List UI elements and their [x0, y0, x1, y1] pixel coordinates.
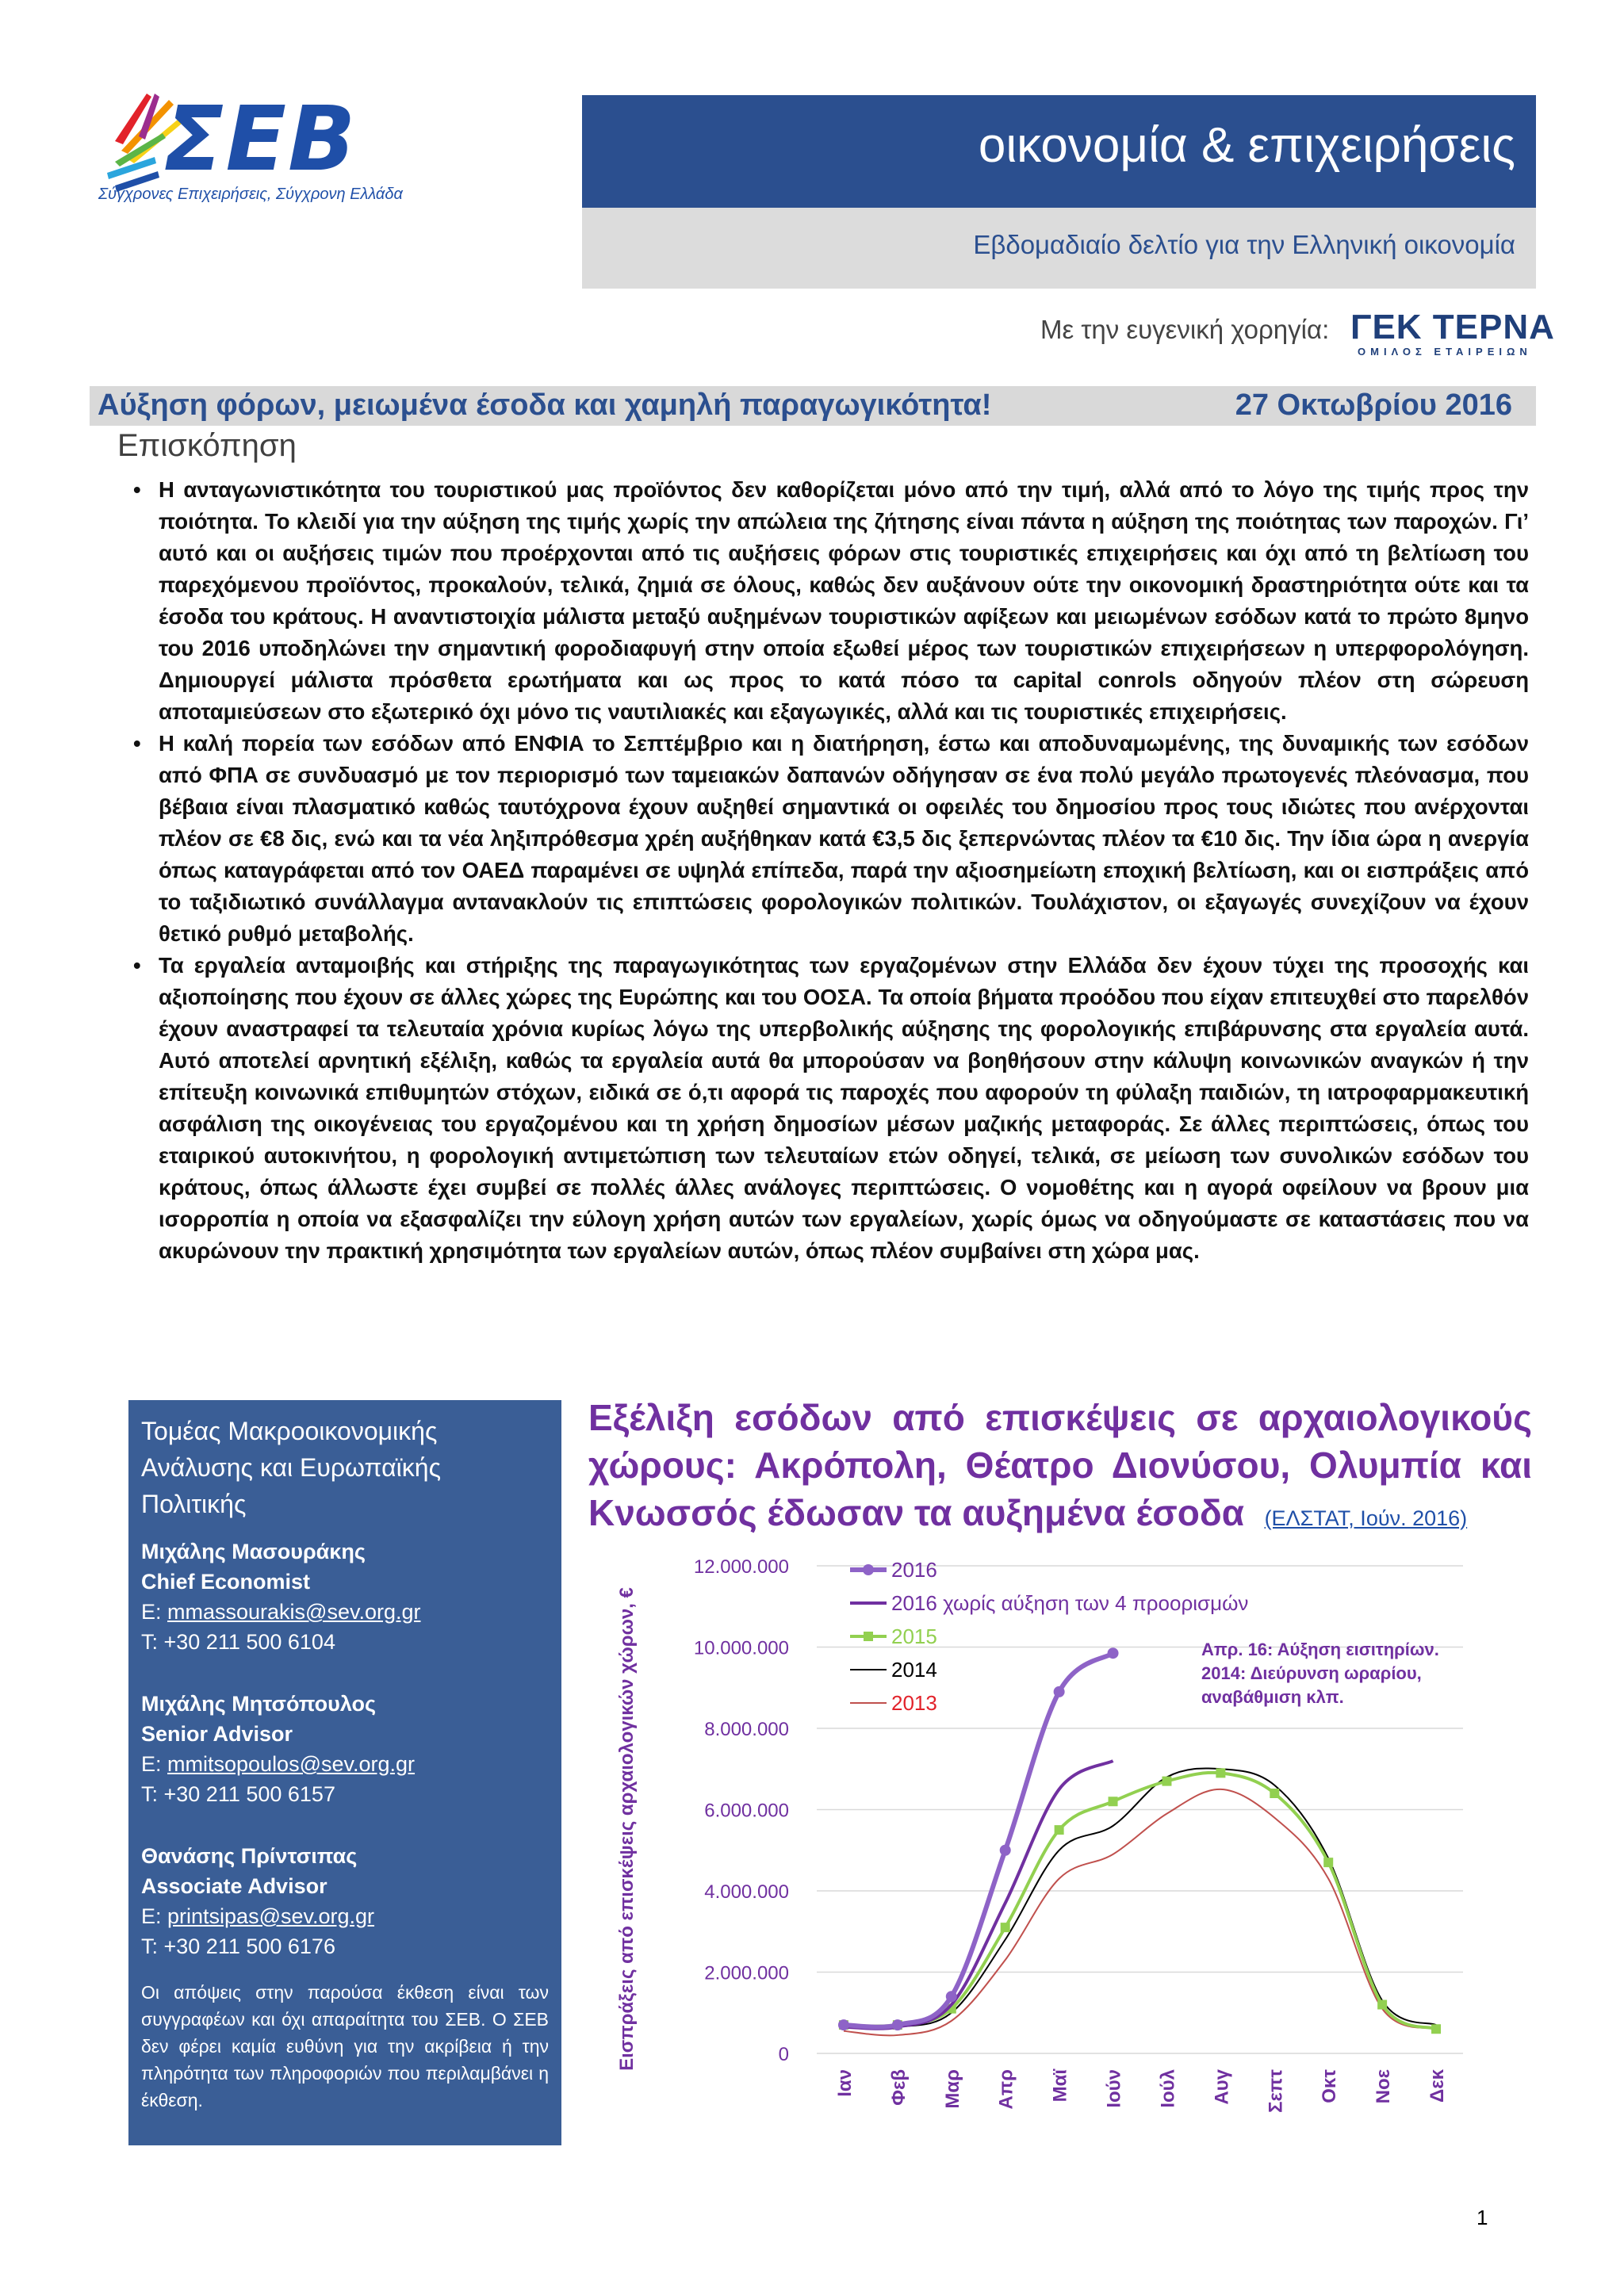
data-point: [838, 2019, 849, 2030]
contact-email-link[interactable]: mmitsopoulos@sev.org.gr: [167, 1752, 416, 1776]
bullet-text: Η ανταγωνιστικότητα του τουριστικού μας προϊόντος δεν καθορίζεται μόνο από την τιμή, αλλά από το λόγο της τιμής προς την ποιότητα. Το κλειδί για την αύξηση της τιμής χωρίς την απώλεια της ζήτησης είναι πάντα η αύξηση της ποιότητας των παροχών. Γι’ αυτό και οι αυξήσεις τιμών που προέρχονται από τις αυξήσεις φόρων στις τουριστικές επιχειρήσεις και όχι από τη βελτίωση του παρεχόμενου προϊόντος, προκαλούν, τελικά, ζημιά σε όλους, καθώς δεν αυξάνουν ούτε την οικονομική δραστηριότητα ούτε και τα έσοδα του κράτους. Η αναντιστοιχία μάλιστα μεταξύ αυξημένων τουριστικών αφίξεων και μειωμένων εσόδων κατά το πρώτο 8μηνο του 2016 υποδηλώνει την σημαντική φοροδιαφυγή στην οποία εξωθεί μέρος των τουριστικών επιχειρήσεων η υπερφορολόγηση. Δημιουργεί μάλιστα πρόσθετα ερωτήματα και ως προς το κατά πόσο τα capital conrols οδηγούν πλέον στη σώρευση αποταμιεύσεων στο εξωτερικό όχι μόνο τις ναυτιλιακές και εξαγωγικές, αλλά και τις τουριστικές επιχειρήσεις.: [159, 477, 1529, 724]
bullet-icon: •: [133, 477, 141, 502]
bullet-text: Η καλή πορεία των εσόδων από ΕΝΦΙΑ το Σεπτέμβριο και η διατήρηση, έστω και αποδυναμωμένης, της δυναμικής των εσόδων από ΦΠΑ σε συνδυασμό με τον περιορισμό των ταμειακών δαπανών οδήγησαν σε ένα πολύ μεγάλο πρωτογενές πλεόνασμα, που βέβαια είναι πλασματικό καθώς ταυτόχρονα έχουν αυξηθεί σημαντικά οι οφειλές του δημοσίου προς τους ιδιώτες που ανέρχονται πλέον σε €8 δις, ενώ και τα νέα ληξιπρόθεσμα χρέη αυξήθηκαν κατά €3,5 δις ξεπερνώντας πλέον τα €10 δις. Την ίδια ώρα η ανεργία όπως καταγράφεται από τον ΟΑΕΔ παραμένει σε υψηλά επίπεδα, παρά την αξιοσημείωτη εποχική βελτίωση, και οι εισπράξεις από το ταξιδιωτικό συνάλλαγμα αντανακλούν τις επιπτώσεις φορολογικών πολιτικών. Τουλάχιστον, οι εξαγωγές συνεχίζουν να έχουν θετικό ρυθμό μεταβολής.: [159, 731, 1529, 946]
contact-phone: T: +30 211 500 6157: [141, 1782, 335, 1806]
x-tick-label: Ιαν: [833, 2069, 856, 2097]
revenue-line-chart: [587, 1546, 1491, 2125]
contact-person: [141, 1536, 549, 1657]
contact-role: Senior Advisor: [141, 1722, 293, 1746]
y-tick-label: 8.000.000: [704, 1719, 789, 1740]
sponsor-logo-name: ΓΕΚ ΤΕΡΝΑ: [1350, 308, 1555, 346]
data-point: [1054, 1686, 1065, 1697]
publication-subtitle: Εβδομαδιαίο δελτίο για την Ελληνική οικονομία: [973, 230, 1515, 259]
legend-label: 2013: [891, 1691, 937, 1715]
y-tick-label: 6.000.000: [704, 1800, 789, 1822]
data-point: [1001, 1923, 1010, 1932]
contact-phone: T: +30 211 500 6104: [141, 1630, 335, 1654]
legend-marker: [864, 1632, 873, 1641]
x-tick-label: Αυγ: [1211, 2069, 1233, 2105]
x-tick-label: Ιούλ: [1157, 2069, 1179, 2108]
x-tick-label: Οκτ: [1319, 2069, 1341, 2103]
x-tick-label: Μαρ: [941, 2069, 963, 2109]
overview-bullet: [133, 474, 1529, 728]
contact-name: Μιχάλης Μασουράκης: [141, 1540, 366, 1563]
data-point: [1055, 1825, 1064, 1835]
x-tick-label: Νοε: [1373, 2069, 1395, 2104]
data-point: [946, 1991, 957, 2002]
contact-email-row: E: printsipas@sev.org.gr: [141, 1904, 375, 1928]
contact-email-row: E: mmassourakis@sev.org.gr: [141, 1600, 421, 1624]
title-bar: [582, 95, 1536, 208]
data-point: [1109, 1797, 1118, 1806]
legend-label: 2015: [891, 1624, 937, 1648]
chart-source-link[interactable]: (ΕΛΣΤΑΤ, Ιούν. 2016): [1264, 1506, 1468, 1530]
contact-email-link[interactable]: printsipas@sev.org.gr: [167, 1904, 375, 1928]
sidebar-title: Τομέας Μακροοικονομικής Ανάλυσης και Ευρωπαϊκής Πολιτικής: [141, 1417, 441, 1518]
sponsor-logo-group: ΟΜΙΛΟΣ ΕΤΑΙΡΕΙΩΝ: [1358, 346, 1532, 358]
contact-sidebar: [128, 1400, 561, 2145]
issue-date: 27 Οκτωβρίου 2016: [1235, 388, 1512, 422]
annotation-line: Απρ. 16: Αύξηση εισιτηρίων.: [1201, 1640, 1439, 1659]
x-tick-label: Δεκ: [1427, 2069, 1449, 2103]
data-point: [1323, 1858, 1333, 1867]
contact-name: Μιχάλης Μητσόπουλος: [141, 1692, 377, 1716]
chart-background: [587, 1546, 1491, 2125]
disclaimer-note: Οι απόψεις στην παρούσα έκθεση είναι των συγγραφέων και όχι απαραίτητα του ΣΕΒ. Ο ΣΕΒ δεν φέρει καμία ευθύνη για την ακρίβεια ή την πληρότητα των πληροφοριών που περιλαμβάνει η έκθεση.: [141, 1982, 549, 2110]
x-tick-label: Απρ: [995, 2069, 1017, 2110]
y-tick-label: 0: [778, 2044, 789, 2065]
y-tick-label: 2.000.000: [704, 1962, 789, 1984]
data-point: [1431, 2024, 1441, 2034]
overview-bullet: [133, 728, 1529, 950]
data-point: [1162, 1777, 1171, 1786]
legend-label: 2016 χωρίς αύξηση των 4 προορισμών: [891, 1591, 1249, 1615]
bullet-text: Τα εργαλεία ανταμοιβής και στήριξης της παραγωγικότητας των εργαζομένων στην Ελλάδα δεν έχουν τύχει της προσοχής και αξιοποίησης που έχουν σε άλλες χώρες της Ευρώπης και του ΟΟΣΑ. Τα οποία βήματα προόδου που είχαν επιτευχθεί στο παρελθόν έχουν αναστραφεί τα τελευταία χρόνια κυρίως λόγω της υπερβολικής αύξησης της φορολογικής επιβάρυνσης στα εργαλεία αυτά. Αυτό αποτελεί αρνητική εξέλιξη, καθώς τα εργαλεία αυτά θα μπορούσαν να βοηθήσουν στην κάλυψη κοινωνικών αναγκών ή την επίτευξη κοινωνικά επιθυμητών στόχων, ειδικά σε ό,τι αφορά τις παροχές που αφορούν τη φύλαξη παιδιών, τη ιατροφαρμακευτική ασφάλιση της οικογένειας του εργαζομένου και τη χρήση δημοσίων μέσων μαζικής μεταφοράς. Σε άλλες περιπτώσεις, όπως του εταιρικού αυτοκινήτου, η φορολογική αντιμετώπιση των τελευταίων ετών οδηγεί, τελικά, σε μείωση των συνολικών εσόδων του κράτους, όπως άλλωστε έχει συμβεί σε πολλές άλλες ανάλογες περιπτώσεις. Ο νομοθέτης και η αγορά οφείλουν να βρουν μια ισορροπία η οποία να εξασφαλίζει την εύλογη χρήση αυτών των εργαλείων, χωρίς όμως να οδηγούμαστε σε καταστάσεις που να ακυρώνουν την πρακτική χρησιμότητα των εργαλείων αυτών, όπως πλέον συμβαίνει στη χώρα μας.: [159, 953, 1529, 1263]
contact-email-row: E: mmitsopoulos@sev.org.gr: [141, 1752, 416, 1776]
annotation-line: 2014: Διεύρυνση ωραρίου,: [1201, 1663, 1422, 1683]
data-point: [1000, 1845, 1011, 1856]
contact-email-link[interactable]: mmassourakis@sev.org.gr: [167, 1600, 421, 1624]
contact-name: Θανάσης Πρίντσιπας: [141, 1844, 358, 1868]
overview-bullet-list: [133, 474, 1529, 1267]
x-tick-label: Φεβ: [887, 2069, 910, 2106]
data-point: [1216, 1768, 1225, 1777]
publication-title: οικονομία & επιχειρήσεις: [978, 118, 1515, 173]
subtitle-bar: [582, 208, 1536, 289]
logo-wordmark: ΣΕΒ: [163, 88, 358, 191]
contact-phone: T: +30 211 500 6176: [141, 1934, 335, 1958]
headline-bar: [90, 386, 1536, 426]
data-point: [1270, 1789, 1279, 1798]
x-tick-label: Μαϊ: [1049, 2069, 1071, 2103]
y-tick-label: 4.000.000: [704, 1881, 789, 1903]
overview-bullet: [133, 950, 1529, 1267]
contact-role: Associate Advisor: [141, 1874, 327, 1898]
chart-title: [588, 1394, 1532, 1542]
y-tick-label: 12.000.000: [693, 1556, 789, 1578]
bullet-icon: •: [133, 953, 141, 978]
contact-person: [141, 1841, 549, 1961]
data-point: [892, 2019, 903, 2030]
chart-title-text: Εξέλιξη εσόδων από επισκέψεις σε αρχαιολογικούς χώρους: Ακρόπολη, Θέατρο Διονύσου, Ολυμπία και Κνωσσός έδωσαν τα αυξημένα έσοδα: [588, 1397, 1532, 1533]
contact-person: [141, 1689, 549, 1809]
data-point: [1377, 2000, 1387, 2010]
x-tick-label: Ιούν: [1103, 2069, 1125, 2108]
y-axis-label: Εισπράξεις από επισκέψεις αρχαιολογικών χώρων, €: [616, 1587, 638, 2071]
legend-label: 2016: [891, 1558, 937, 1582]
page-number: 1: [1477, 2206, 1488, 2229]
data-point: [1108, 1647, 1119, 1659]
sponsor-label: Με την ευγενική χορηγία:: [1040, 315, 1330, 344]
bullet-icon: •: [133, 731, 141, 756]
contact-role: Chief Economist: [141, 1570, 311, 1594]
legend-marker: [863, 1564, 874, 1575]
legend-label: 2014: [891, 1658, 937, 1682]
logo-tagline: Σύγχρονες Επιχειρήσεις, Σύγχρονη Ελλάδα: [98, 186, 403, 203]
headline: Αύξηση φόρων, μειωμένα έσοδα και χαμηλή παραγωγικότητα!: [98, 388, 992, 422]
x-tick-label: Σεπτ: [1265, 2069, 1287, 2113]
y-tick-label: 10.000.000: [693, 1637, 789, 1659]
annotation-line: αναβάθμιση κλπ.: [1201, 1687, 1344, 1707]
overview-heading: Επισκόπηση: [117, 428, 297, 463]
